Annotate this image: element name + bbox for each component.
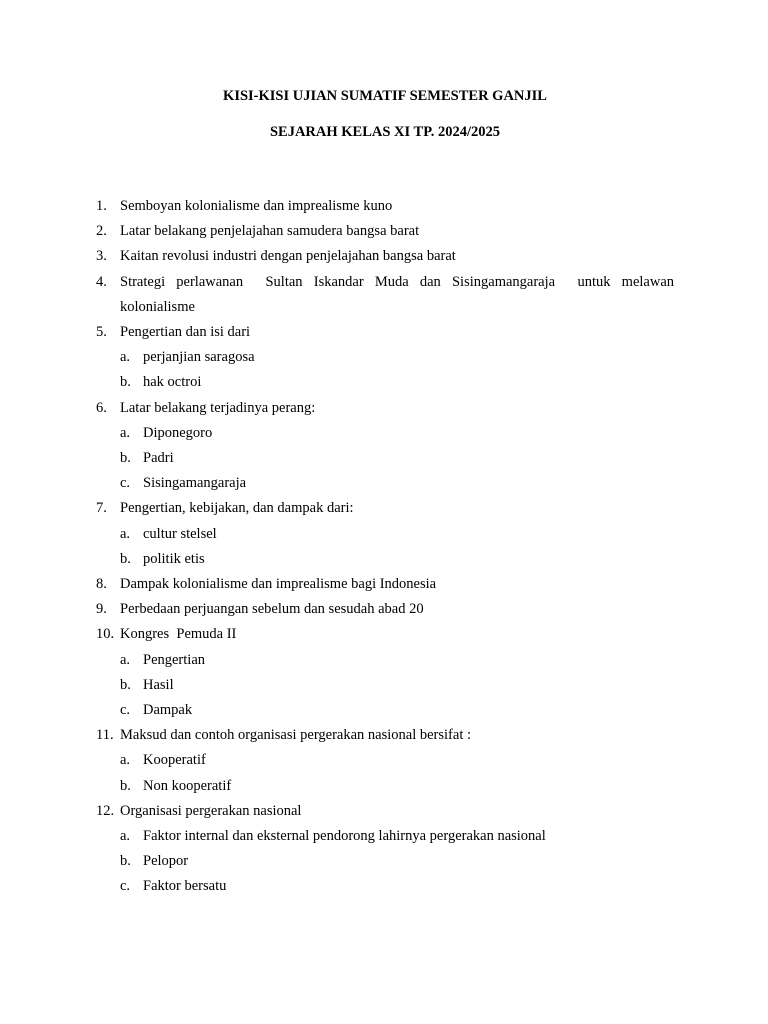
item-text: Pengertian dan isi dari [120,324,251,341]
sub-item-text: perjanjian saragosa [143,349,255,366]
sub-item-letter: b. [120,853,131,870]
sub-item [96,547,674,572]
item-number: 2. [96,223,107,240]
sub-item [96,874,674,899]
sub-item-text: Kooperatif [143,752,206,769]
item-text: Kongres Pemuda II [120,626,237,643]
item-number: 3. [96,248,107,265]
sub-item [96,648,674,673]
sub-item [96,748,674,773]
sub-item [96,522,674,547]
item-number: 6. [96,399,107,416]
item-text: Kaitan revolusi industri dengan penjelajahan bangsa barat [120,248,456,265]
item-text: Strategi perlawanan Sultan Iskandar Muda dan Sisingamangaraja untuk melawan kolonialisme [120,273,678,315]
list-item [96,396,674,421]
list-item [96,320,674,345]
list-item [96,572,674,597]
sub-item-letter: c. [120,702,131,719]
item-number: 9. [96,601,107,618]
item-text: Dampak kolonialisme dan imprealisme bagi Indonesia [120,576,437,593]
sub-item [96,421,674,446]
sub-item-letter: a. [120,349,131,366]
sub-item-text: Faktor internal dan eksternal pendorong lahirnya pergerakan nasional [143,828,546,845]
list-item [96,799,674,824]
list-item [96,622,674,647]
sub-item-text: Sisingamangaraja [143,475,247,492]
list-item [96,597,674,622]
sub-item [96,849,674,874]
sub-item-letter: a. [120,424,131,441]
sub-item [96,446,674,471]
sub-item-text: cultur stelsel [143,525,217,542]
sub-item-letter: b. [120,374,131,391]
sub-item [96,824,674,849]
sub-item-text: hak octroi [143,374,202,391]
item-number: 8. [96,576,107,593]
item-text: Maksud dan contoh organisasi pergerakan nasional bersifat : [120,727,471,744]
list-item [96,244,674,269]
sub-item [96,698,674,723]
sub-item [96,370,674,395]
sub-item-letter: b. [120,450,131,467]
sub-item [96,345,674,370]
item-number: 10. [96,626,115,643]
list-item [96,219,674,244]
sub-item-letter: a. [120,828,131,845]
sub-item-text: Faktor bersatu [143,878,227,895]
sub-item-letter: a. [120,651,131,668]
sub-item-letter: b. [120,550,131,567]
item-text: Organisasi pergerakan nasional [120,802,302,819]
sub-item-letter: b. [120,777,131,794]
list-item [96,723,674,748]
item-number: 5. [96,324,107,341]
sub-item-text: Diponegoro [143,424,213,441]
item-text: Latar belakang terjadinya perang: [120,399,316,416]
sub-item-letter: c. [120,475,131,492]
sub-item-text: Padri [143,450,174,467]
sub-item-text: Pengertian [143,651,206,668]
document-subtitle: SEJARAH KELAS XI TP. 2024/2025 [269,124,501,140]
sub-item-text: Pelopor [143,853,189,870]
sub-item [96,774,674,799]
item-number: 7. [96,500,107,517]
sub-item-letter: a. [120,525,131,542]
sub-item-text: Non kooperatif [143,777,232,794]
sub-item-letter: c. [120,878,131,895]
document-title: KISI-KISI UJIAN SUMATIF SEMESTER GANJIL [223,88,547,104]
item-text: Latar belakang penjelajahan samudera bangsa barat [120,223,420,240]
list-item [96,496,674,521]
sub-item [96,471,674,496]
item-text: Perbedaan perjuangan sebelum dan sesudah abad 20 [120,601,424,618]
outline-list [96,194,678,900]
item-number: 12. [96,802,115,819]
sub-item-letter: b. [120,676,131,693]
item-text: Pengertian, kebijakan, dan dampak dari: [120,500,354,517]
sub-item [96,673,674,698]
item-number: 4. [96,273,107,290]
list-item [96,270,678,320]
list-item [96,194,674,219]
item-text: Semboyan kolonialisme dan imprealisme kuno [120,198,393,214]
sub-item-letter: a. [120,752,131,769]
item-number: 11. [96,727,114,744]
sub-item-text: Dampak [143,702,193,719]
sub-item-text: politik etis [143,550,205,567]
sub-item-text: Hasil [143,676,174,693]
item-number: 1. [96,198,107,214]
